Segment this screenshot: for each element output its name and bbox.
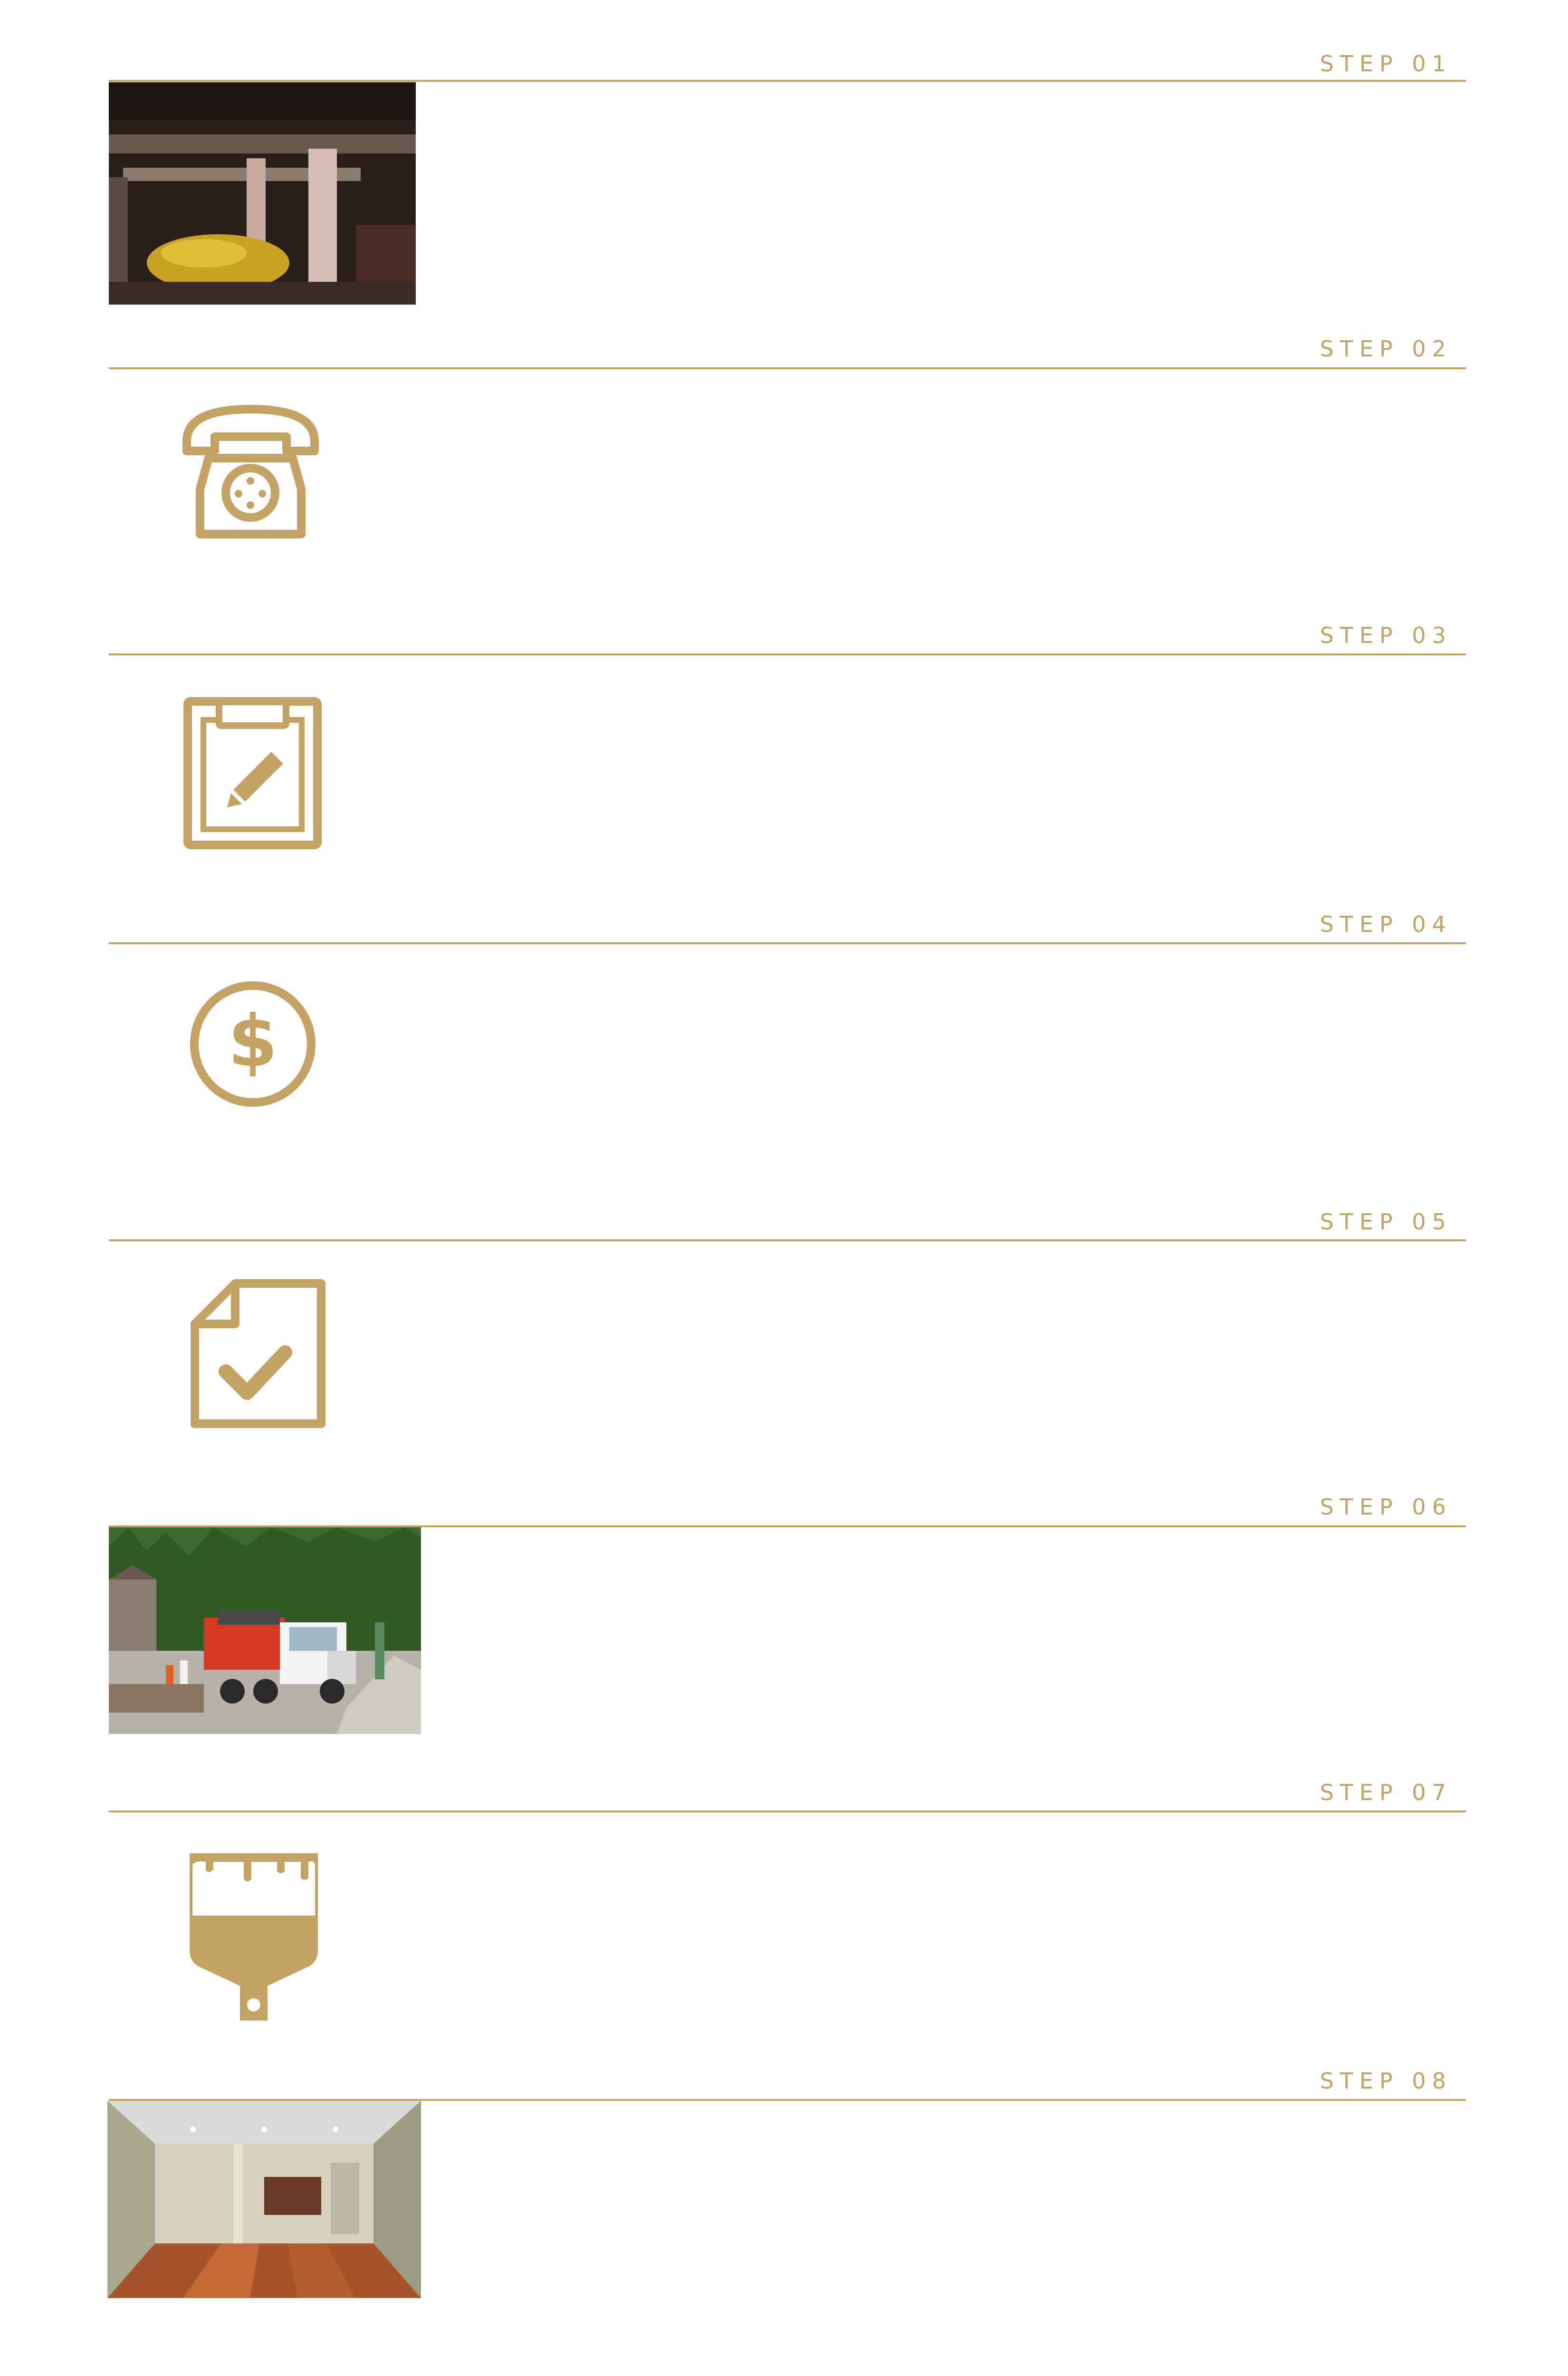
step-divider <box>109 942 1466 944</box>
step-label: STEP 03 <box>1319 623 1452 648</box>
telephone-icon <box>181 403 320 541</box>
step-label: STEP 08 <box>1319 2068 1452 2094</box>
finished-basement-photo <box>107 2101 421 2298</box>
step-label: STEP 06 <box>1319 1494 1452 1520</box>
step-divider <box>109 80 1466 82</box>
step-label: STEP 02 <box>1319 336 1452 362</box>
dollar-circle-icon <box>189 980 316 1108</box>
step-divider <box>109 653 1466 655</box>
step-divider <box>109 367 1466 369</box>
step-divider <box>109 1239 1466 1241</box>
paint-brush-icon <box>187 1850 321 2021</box>
crawlspace-photo <box>109 82 416 305</box>
document-check-icon <box>190 1279 326 1428</box>
step-divider <box>109 1811 1466 1812</box>
excavation-truck-photo <box>109 1527 421 1734</box>
step-label: STEP 05 <box>1319 1209 1452 1235</box>
clipboard-pencil-icon <box>183 697 322 849</box>
step-label: STEP 01 <box>1319 51 1452 77</box>
step-label: STEP 04 <box>1319 911 1452 937</box>
svg-text:$: $ <box>228 1000 278 1083</box>
step-label: STEP 07 <box>1319 1780 1452 1805</box>
